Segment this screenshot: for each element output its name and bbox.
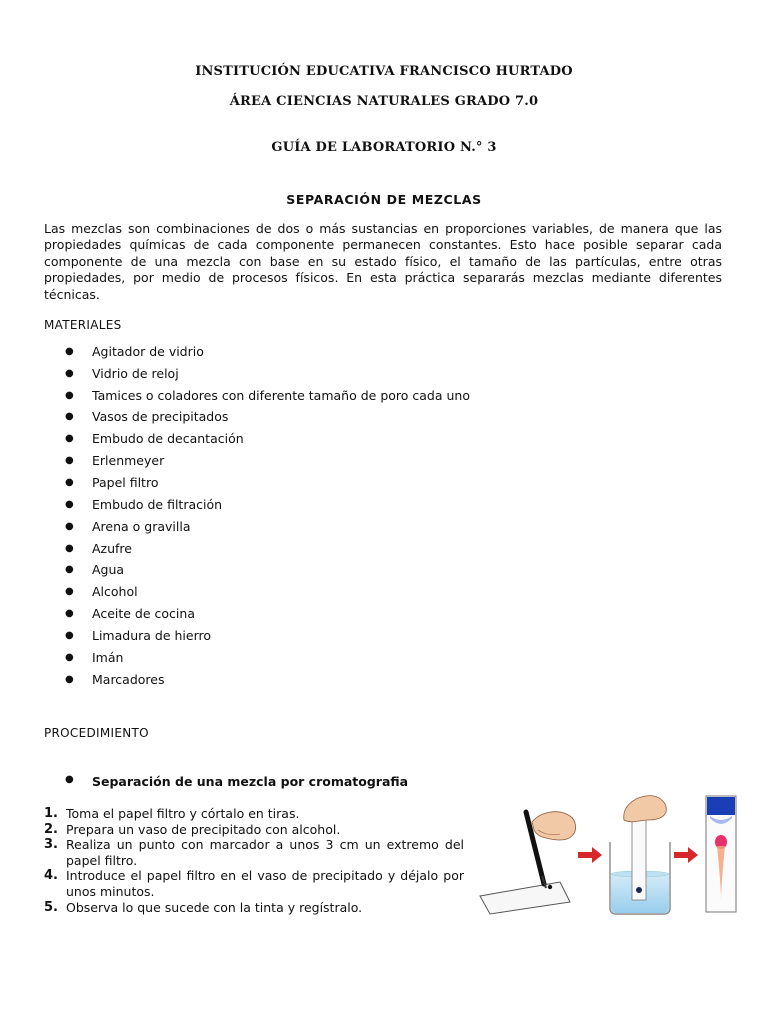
bullet-icon: ●: [65, 608, 74, 620]
list-item: ● Agitador de vidrio: [62, 341, 470, 363]
list-item: ● Embudo de filtración: [62, 494, 470, 516]
list-item: ● Agua: [62, 559, 470, 581]
bullet-icon: ●: [65, 498, 74, 510]
step-item: 3. Realiza un punto con marcador a unos 3 cm un extremo del papel filtro.: [44, 837, 464, 868]
step-item: 2. Prepara un vaso de precipitado con alcohol.: [44, 821, 341, 837]
bullet-icon: ●: [65, 542, 74, 554]
list-item: ● Erlenmeyer: [62, 450, 470, 472]
list-item: ● Vidrio de reloj: [62, 363, 470, 385]
list-item: ● Limadura de hierro: [62, 625, 470, 647]
step-item: 5. Observa lo que sucede con la tinta y regístralo.: [44, 899, 363, 915]
list-item: ● Alcohol: [62, 581, 470, 603]
bullet-icon: ●: [65, 564, 74, 576]
chromatography-strip-icon: [706, 796, 736, 912]
chromatography-figure: [474, 790, 744, 918]
bullet-icon: ●: [65, 389, 74, 401]
bullet-icon: ●: [65, 455, 74, 467]
bullet-icon: ●: [65, 629, 74, 641]
procedure-steps: [44, 806, 464, 915]
hand-with-marker-icon: [480, 812, 576, 914]
materials-list: [62, 341, 470, 691]
bullet-icon: ●: [65, 586, 74, 598]
list-item: ● Papel filtro: [62, 472, 470, 494]
page-title: SEPARACIÓN DE MEZCLAS: [286, 192, 482, 207]
bullet-icon: ●: [65, 774, 74, 785]
guide-number: GUÍA DE LABORATORIO N.° 3: [271, 140, 497, 155]
bullet-icon: ●: [65, 433, 74, 445]
materials-heading: MATERIALES: [44, 318, 122, 332]
list-item: ● Marcadores: [62, 669, 470, 691]
step-item: 1. Toma el papel filtro y córtalo en tiras.: [44, 806, 300, 821]
arrow-right-icon: [578, 847, 602, 863]
list-item: ● Imán: [62, 647, 470, 669]
list-item: ● Arena o gravilla: [62, 516, 470, 538]
bullet-icon: ●: [65, 367, 74, 379]
bullet-icon: ●: [65, 345, 74, 357]
bullet-icon: ●: [65, 651, 74, 663]
step-item: 4. Introduce el papel filtro en el vaso de precipitado y déjalo por unos minutos.: [44, 868, 464, 899]
list-item: ● Azufre: [62, 538, 470, 560]
institution-name: INSTITUCIÓN EDUCATIVA FRANCISCO HURTADO: [195, 64, 573, 79]
intro-paragraph: Las mezclas son combinaciones de dos o más sustancias en proporciones variables, de manera que las propiedades químicas de cada componente permanecen constantes. Esto hace posible separar cada componente de una mezcla con base en su estado físico, el tamaño de las partículas, entre otras propiedades, por medio de procesos físicos. En esta práctica separarás mezclas mediante diferentes técnicas.: [44, 221, 722, 302]
bullet-icon: ●: [65, 411, 74, 423]
bullet-icon: ●: [65, 520, 74, 532]
beaker-with-paper-icon: [610, 796, 670, 914]
list-item: ● Aceite de cocina: [62, 603, 470, 625]
procedure-heading: PROCEDIMIENTO: [44, 726, 149, 740]
list-item: ● Embudo de decantación: [62, 428, 470, 450]
list-item: ● Tamices o coladores con diferente tamaño de poro cada uno: [62, 385, 470, 407]
arrow-right-icon: [674, 847, 698, 863]
bullet-icon: ●: [65, 476, 74, 488]
procedure-subheading: ● Separación de una mezcla por cromatografia: [62, 774, 408, 789]
list-item: ● Vasos de precipitados: [62, 407, 470, 429]
area-grade: ÁREA CIENCIAS NATURALES GRADO 7.0: [229, 94, 539, 109]
bullet-icon: ●: [65, 673, 74, 685]
